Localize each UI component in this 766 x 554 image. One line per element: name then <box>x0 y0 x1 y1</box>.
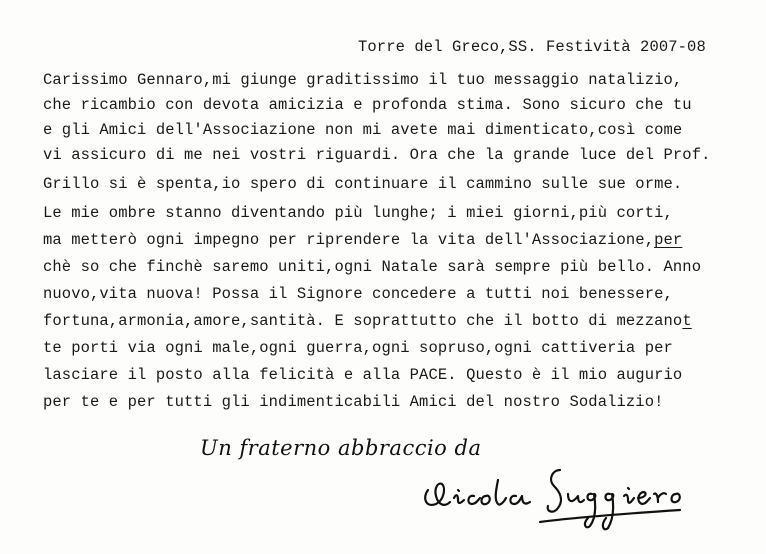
letter-line-12: lasciare il posto alla felicità e alla PACE. Questo è il mio augurio <box>43 366 683 384</box>
letter-line-3: e gli Amici dell'Associazione non mi avete mai dimenticato,così come <box>43 121 683 139</box>
letter-line-1: Carissimo Gennaro,mi giunge graditissimo il tuo messaggio natalizio, <box>43 71 683 89</box>
letter-line-10 <box>43 312 692 330</box>
signature-text: Nicola Ruggiero <box>420 460 427 461</box>
letter-line-7 <box>43 231 682 249</box>
letter-line-11: te porti via ogni male,ogni guerra,ogni sopruso,ogni cattiveria per <box>43 339 673 357</box>
letter-line-10-text: fortuna,armonia,amore,santità. E soprattutto che il botto di mezzano <box>43 312 683 330</box>
handwritten-closing: Un fraterno abbraccio da <box>200 436 482 460</box>
letter-line-9: nuovo,vita nuova! Possa il Signore concedere a tutti noi benessere, <box>43 285 673 303</box>
letter-line-10-underlined: t <box>682 312 692 330</box>
letter-line-6: Le mie ombre stanno diventando più lunghe; i miei giorni,più corti, <box>43 204 673 222</box>
letter-line-7-underlined: per <box>654 231 683 249</box>
place-date-line: Torre del Greco,SS. Festività 2007-08 <box>358 38 706 56</box>
letter-line-8: chè so che finchè saremo uniti,ogni Natale sarà sempre più bello. Anno <box>43 258 702 276</box>
handwritten-signature <box>420 460 710 540</box>
letter-line-13: per te e per tutti gli indimenticabili Amici del nostro Sodalizio! <box>43 393 664 411</box>
letter-line-4: vi assicuro di me nei vostri riguardi. Ora che la grande luce del Prof. <box>43 146 711 164</box>
letter-line-5: Grillo si è spenta,io spero di continuare il cammino sulle sue orme. <box>43 175 683 193</box>
letter-line-7-text: ma metterò ogni impegno per riprendere la vita dell'Associazione, <box>43 231 655 249</box>
letter-line-2: che ricambio con devota amicizia e profonda stima. Sono sicuro che tu <box>43 96 692 114</box>
